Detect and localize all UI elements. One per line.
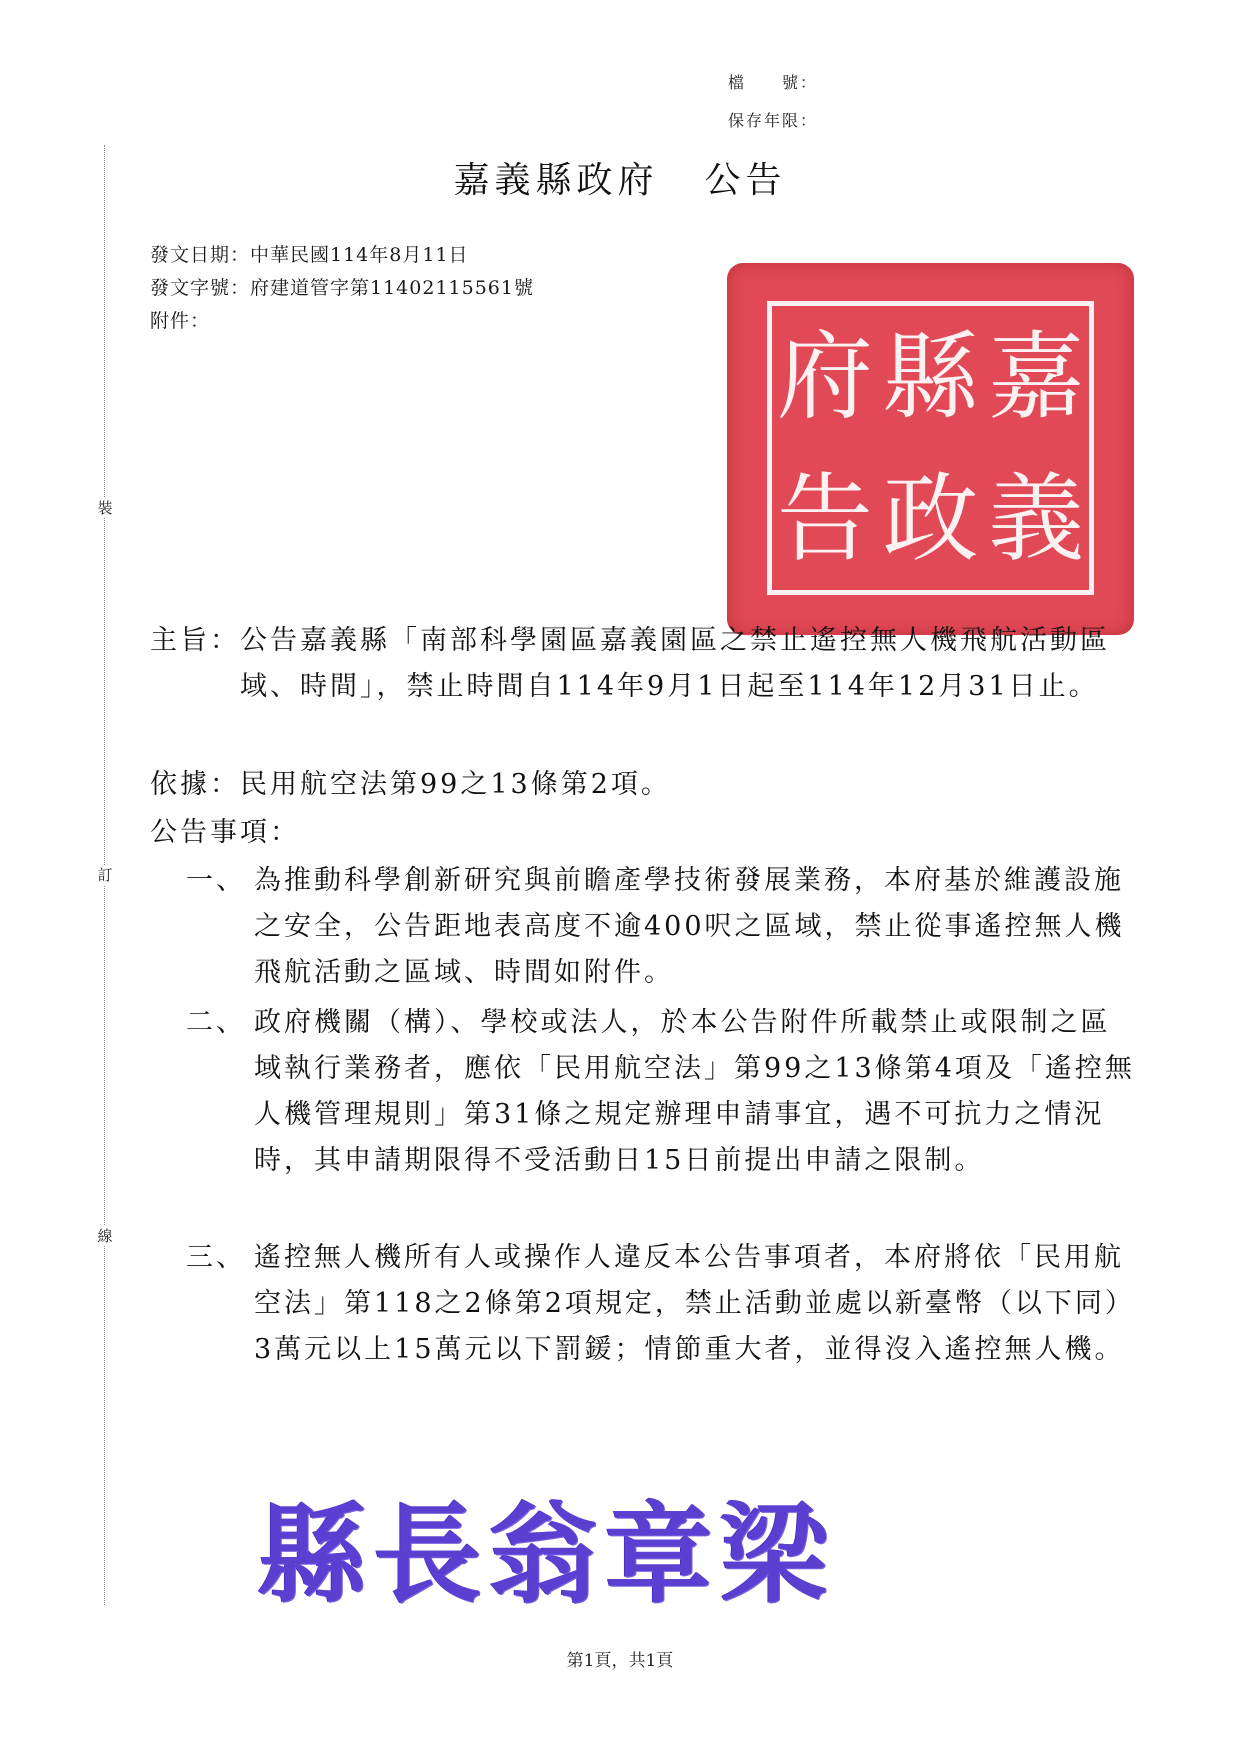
subject-text: 公告嘉義縣「南部科學園區嘉義園區之禁止遙控無人機飛航活動區域、時間」，禁止時間自114年9月1日起至114年12月31日止。 [240,625,1110,702]
item-number: 一、 [186,865,246,896]
seal-char: 政 [882,463,979,575]
signature-char: 章 [604,1492,713,1618]
seal-frame [767,301,1094,595]
seal-char: 嘉 [988,321,1085,433]
signature-char: 梁 [719,1492,828,1618]
item-text: 政府機關（構）、學校或法人，於本公告附件所載禁止或限制之區域執行業務者，應依「民用航空法」第99之13條第4項及「遙控無人機管理規則」第31條之規定辦理申請事宜，遇不可抗力之情況時，其申請期限得不受活動日15日前提出申請之限制。 [254,1007,1135,1176]
basis-paragraph [150,762,1135,808]
page-number: 第1頁，共1頁 [566,1651,674,1671]
official-seal [727,263,1134,635]
file-number-label: 檔 號： [728,73,819,92]
item-number: 三、 [186,1242,246,1273]
items-heading: 公告事項： [150,817,300,848]
seal-char: 告 [776,463,873,575]
binding-mark-zhuang: 裝 [95,498,115,518]
signature-char: 長 [373,1492,482,1618]
announcement-item-2 [186,1000,1136,1184]
item-number: 二、 [186,1007,246,1038]
issue-date: 發文日期：中華民國114年8月11日 [150,244,469,266]
signature-char: 翁 [488,1492,597,1618]
issuer-name: 嘉義縣政府 [453,160,659,201]
seal-char: 義 [988,463,1085,575]
announcement-item-3 [186,1235,1136,1373]
item-text: 為推動科學創新研究與前瞻產學技術發展業務，本府基於維護設施之安全，公告距地表高度不逾400呎之區域，禁止從事遙控無人機飛航活動之區域、時間如附件。 [254,865,1125,988]
magistrate-signature [258,1480,828,1630]
basis-text: 民用航空法第99之13條第2項。 [240,769,671,800]
retention-label: 保存年限： [728,111,819,130]
doc-type: 公告 [704,160,787,201]
announcement-item-1 [186,858,1136,996]
binding-mark-xian: 線 [95,1226,115,1246]
item-text: 遙控無人機所有人或操作人違反本公告事項者，本府將依「民用航空法」第118之2條第2項規定，禁止活動並處以新臺幣（以下同）3萬元以上15萬元以下罰鍰；情節重大者，並得沒入遙控無人機。 [254,1242,1135,1365]
subject-paragraph [150,618,1135,710]
signature-char: 縣 [258,1492,367,1618]
page-title [0,152,1240,203]
seal-char: 縣 [882,321,979,433]
binding-mark-ding: 訂 [95,865,115,885]
basis-label: 依據： [150,769,240,800]
subject-label: 主旨： [150,625,240,656]
issue-number: 發文字號：府建道管字第11402115561號 [150,277,534,299]
attachment-label: 附件： [150,310,211,332]
seal-char: 府 [776,321,873,433]
